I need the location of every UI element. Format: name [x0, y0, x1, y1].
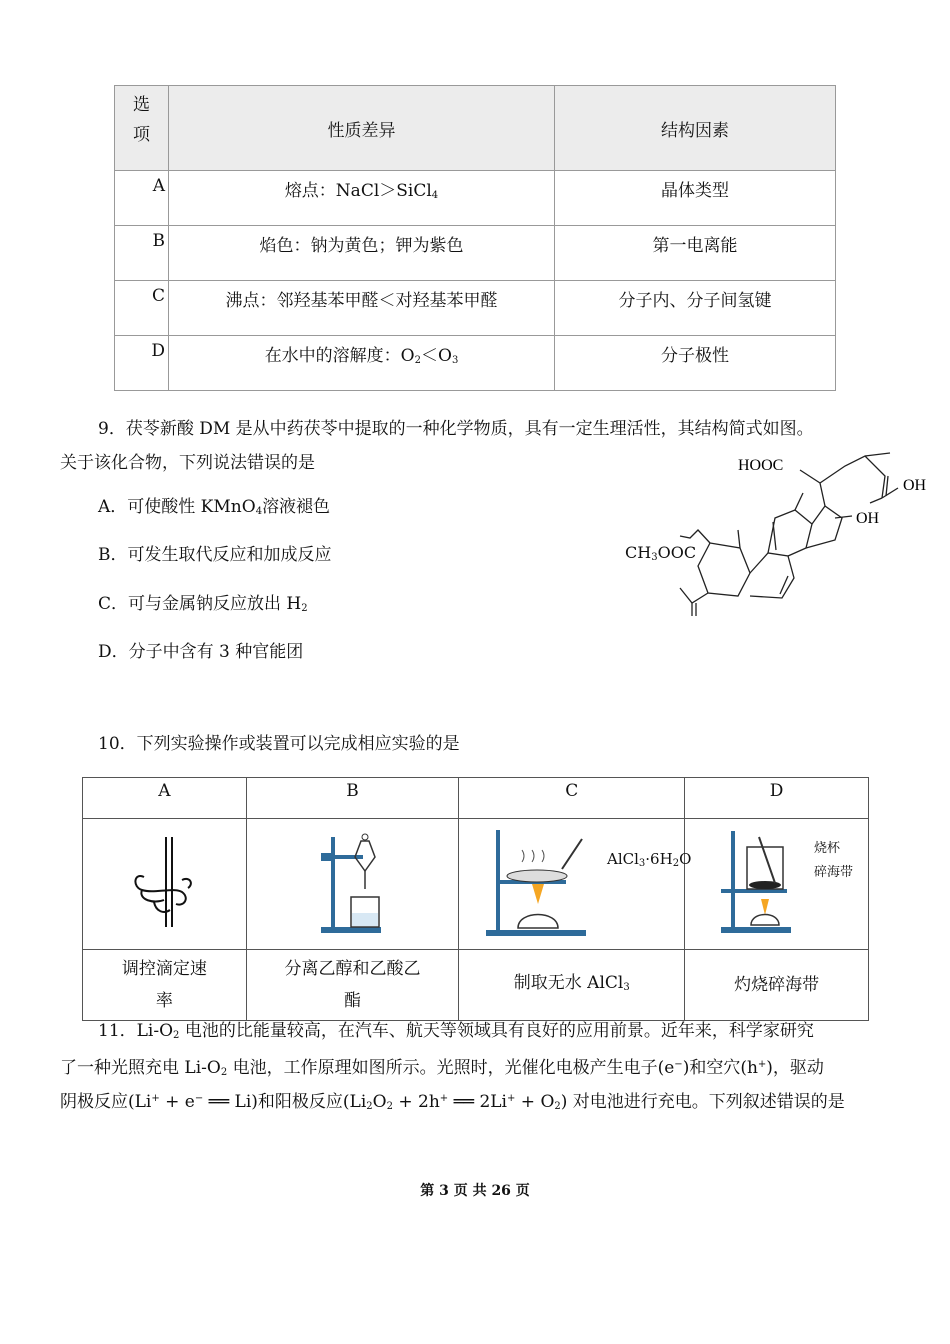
- separatory-funnel-icon: [313, 827, 393, 937]
- q10-caption-d: 灼烧碎海带: [685, 950, 869, 1021]
- q10-caption-c: 制取无水 AlCl$_3$: [459, 950, 685, 1021]
- q9-option-a: A．可使酸性 KMnO$_4$溶液褪色: [98, 497, 331, 517]
- q10-header-c: C: [459, 778, 685, 819]
- q11-line2: 了一种光照充电 $Li-O_2$ 电池，工作原理如图所示。光照时，光催化电极产生电子(e−)和空穴(h+)，驱动: [60, 1058, 824, 1078]
- q8-diff: 沸点：邻羟基苯甲醛＜对羟基苯甲醛: [169, 281, 555, 336]
- q10-stem: 10．下列实验操作或装置可以完成相应实验的是: [98, 734, 460, 754]
- ester-label: $CH_3OOC$: [625, 543, 697, 563]
- q10-image-c: [459, 819, 685, 950]
- q9-stem-line1: 9．茯苓新酸 DM 是从中药茯苓中提取的一种化学物质，具有一定生理活性，其结构简式如图。: [98, 419, 814, 439]
- q10-header-a: A: [83, 778, 247, 819]
- oh-top-label: OH: [903, 477, 927, 494]
- q8-diff: 焰色：钠为黄色；钾为紫色: [169, 226, 555, 281]
- page-footer: 第 3 页 共 26 页: [420, 1183, 530, 1199]
- q8-diff: 在水中的溶解度：$O_2<O_3$: [169, 336, 555, 391]
- q10-image-d: [685, 819, 869, 950]
- q9-option-b: B．可发生取代反应和加成反应: [98, 545, 332, 565]
- q11-line1: 11．$Li-O_2$ 电池的比能量较高，在汽车、航天等领域具有良好的应用前景。近年来，科学家研究: [98, 1021, 814, 1041]
- table-row: [115, 281, 836, 336]
- q8-header-factor: 结构因素: [555, 86, 836, 171]
- q10-table: [82, 777, 869, 1021]
- seaweed-label: 碎海带: [814, 865, 854, 880]
- q8-factor: 分子内、分子间氢键: [555, 281, 836, 336]
- q9-stem-line2: 关于该化合物，下列说法错误的是: [60, 453, 315, 473]
- table-row: [115, 171, 836, 226]
- q10-image-b: [246, 819, 459, 950]
- beaker-label: 烧杯: [814, 841, 841, 856]
- q9-option-c: C．可与金属钠反应放出 $H_2$: [98, 594, 308, 614]
- q8-table: [114, 85, 836, 391]
- q11-line3: 阴极反应(Li+ + e− ══ Li)和阳极反应($Li_2O_2 + 2h^+$ ══ $2Li^+ + O_2$) 对电池进行充电。下列叙述错误的是: [60, 1092, 845, 1112]
- q10-caption-a: 调控滴定速 率: [83, 950, 247, 1021]
- q10-header-d: D: [685, 778, 869, 819]
- q8-header-option-label: 选 项: [133, 95, 150, 145]
- q8-factor: 晶体类型: [555, 171, 836, 226]
- q8-option: D: [115, 336, 169, 391]
- q8-header-diff: 性质差异: [169, 86, 555, 171]
- q9-structure-diagram: [620, 448, 940, 618]
- hooc-label: HOOC: [738, 457, 784, 474]
- q10-header-b: B: [246, 778, 459, 819]
- alcl3-label: $AlCl_3\cdot 6H_2O$: [607, 850, 692, 869]
- q8-option: C: [115, 281, 169, 336]
- table-row: [115, 226, 836, 281]
- q8-header-option: [115, 86, 169, 171]
- q8-diff: 熔点：NaCl＞SiCl$_4$: [169, 171, 555, 226]
- evaporation-apparatus-icon: [482, 824, 662, 939]
- q8-factor: 第一电离能: [555, 226, 836, 281]
- q10-image-a: [83, 819, 247, 950]
- table-row: [115, 336, 836, 391]
- q10-caption-b: 分离乙醇和乙酸乙 酯: [246, 950, 459, 1021]
- q8-option: A: [115, 171, 169, 226]
- q8-option: B: [115, 226, 169, 281]
- q8-header-row: [115, 86, 836, 171]
- oh-mid-label: OH: [856, 510, 880, 527]
- q8-factor: 分子极性: [555, 336, 836, 391]
- q10-image-row: [83, 819, 869, 950]
- q10-header-row: [83, 778, 869, 819]
- q10-caption-row: [83, 950, 869, 1021]
- q9-option-d: D．分子中含有 3 种官能团: [98, 642, 304, 662]
- burette-hand-icon: [124, 832, 204, 932]
